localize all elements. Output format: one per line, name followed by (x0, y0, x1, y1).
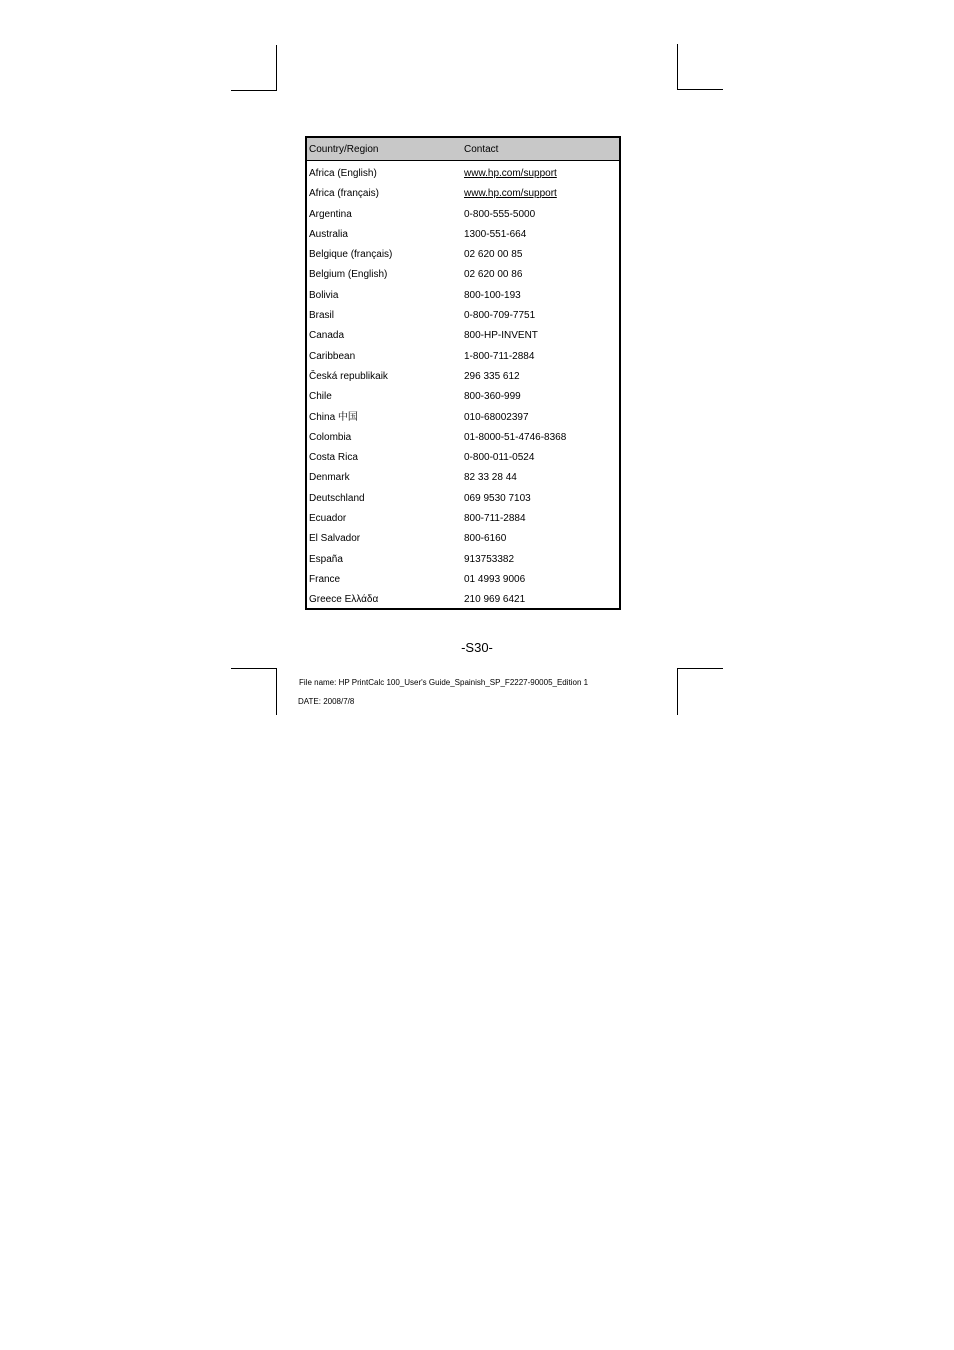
contact-cell: 069 9530 7103 (464, 492, 531, 504)
table-row (307, 245, 619, 265)
table-row (307, 570, 619, 590)
contact-cell: 01-8000-51-4746-8368 (464, 431, 567, 443)
contact-cell: 800-6160 (464, 533, 507, 545)
contact-cell: 010-68002397 (464, 411, 529, 423)
page-number: -S30- (461, 640, 493, 655)
country-cell: Česká republikaik (309, 370, 388, 382)
contact-cell: 800-711-2884 (464, 513, 526, 525)
table-row (307, 286, 619, 306)
crop-mark-bottom-right-vertical (677, 668, 678, 715)
table-row (307, 164, 619, 184)
country-cell: Africa (français) (309, 188, 380, 200)
table-row (307, 225, 619, 245)
contact-cell: 913753382 (464, 553, 515, 565)
table-row (307, 489, 619, 509)
country-cell: Chile (309, 391, 332, 403)
country-cell: Greece Ελλάδα (309, 594, 379, 606)
footer-date: DATE: 2008/7/8 (298, 697, 355, 706)
support-link[interactable]: www.hp.com/support (464, 168, 557, 179)
header-contact: Contact (464, 144, 499, 155)
table-row (307, 205, 619, 225)
table-row (307, 306, 619, 326)
contact-cell: 210 969 6421 (464, 594, 526, 606)
table-row (307, 367, 619, 387)
contact-cell: 0-800-555-5000 (464, 208, 536, 220)
country-cell: Deutschland (309, 492, 365, 504)
table-row (307, 265, 619, 285)
contact-cell: 1300-551-664 (464, 228, 527, 240)
table-row (307, 387, 619, 407)
table-row (307, 408, 619, 428)
table-row (307, 347, 619, 367)
contact-cell: 800-360-999 (464, 391, 521, 403)
crop-mark-bottom-right-horizontal (677, 668, 723, 669)
contact-cell: 800-HP-INVENT (464, 330, 538, 342)
table-row (307, 448, 619, 468)
contact-table (305, 136, 621, 610)
country-cell: Belgique (français) (309, 249, 393, 261)
country-cell: Costa Rica (309, 452, 358, 464)
crop-mark-top-left-horizontal (231, 90, 277, 91)
country-cell: Australia (309, 228, 348, 240)
country-cell: Argentina (309, 208, 352, 220)
table-header (307, 138, 619, 161)
contact-cell: 0-800-709-7751 (464, 310, 536, 322)
table-body (307, 161, 619, 611)
country-cell: Belgium (English) (309, 269, 388, 281)
contact-cell: 02 620 00 85 (464, 249, 523, 261)
country-cell: France (309, 573, 341, 585)
table-row (307, 509, 619, 529)
country-cell: Caribbean (309, 350, 356, 362)
contact-cell: 1-800-711-2884 (464, 350, 535, 362)
country-cell: El Salvador (309, 533, 361, 545)
country-cell: Denmark (309, 472, 350, 484)
table-row (307, 184, 619, 204)
crop-mark-top-left-vertical (276, 45, 277, 91)
table-row (307, 590, 619, 610)
country-cell: Colombia (309, 431, 352, 443)
contact-cell: 02 620 00 86 (464, 269, 523, 281)
country-cell: Bolivia (309, 289, 339, 301)
contact-cell: 0-800-011-0524 (464, 452, 535, 464)
crop-mark-bottom-left-vertical (276, 668, 277, 715)
country-cell: China 中国 (309, 411, 358, 423)
table-row (307, 326, 619, 346)
table-row (307, 468, 619, 488)
crop-mark-top-right-horizontal (677, 89, 723, 90)
contact-cell: 296 335 612 (464, 370, 520, 382)
country-cell: Ecuador (309, 513, 347, 525)
crop-mark-top-right-vertical (677, 44, 678, 90)
contact-cell: 01 4993 9006 (464, 573, 526, 585)
country-cell: Africa (English) (309, 168, 377, 179)
contact-cell: 800-100-193 (464, 289, 521, 301)
table-row (307, 428, 619, 448)
contact-cell: 82 33 28 44 (464, 472, 517, 484)
footer-file-name: File name: HP PrintCalc 100_User's Guide_Spainish_SP_F2227-90005_Edition 1 (299, 678, 589, 687)
crop-mark-bottom-left-horizontal (231, 668, 277, 669)
country-cell: Canada (309, 330, 345, 342)
table-row (307, 529, 619, 549)
header-country-region: Country/Region (309, 144, 379, 155)
country-cell: Brasil (309, 310, 335, 322)
country-cell: España (309, 553, 343, 565)
table-row (307, 550, 619, 570)
support-link[interactable]: www.hp.com/support (464, 188, 557, 200)
